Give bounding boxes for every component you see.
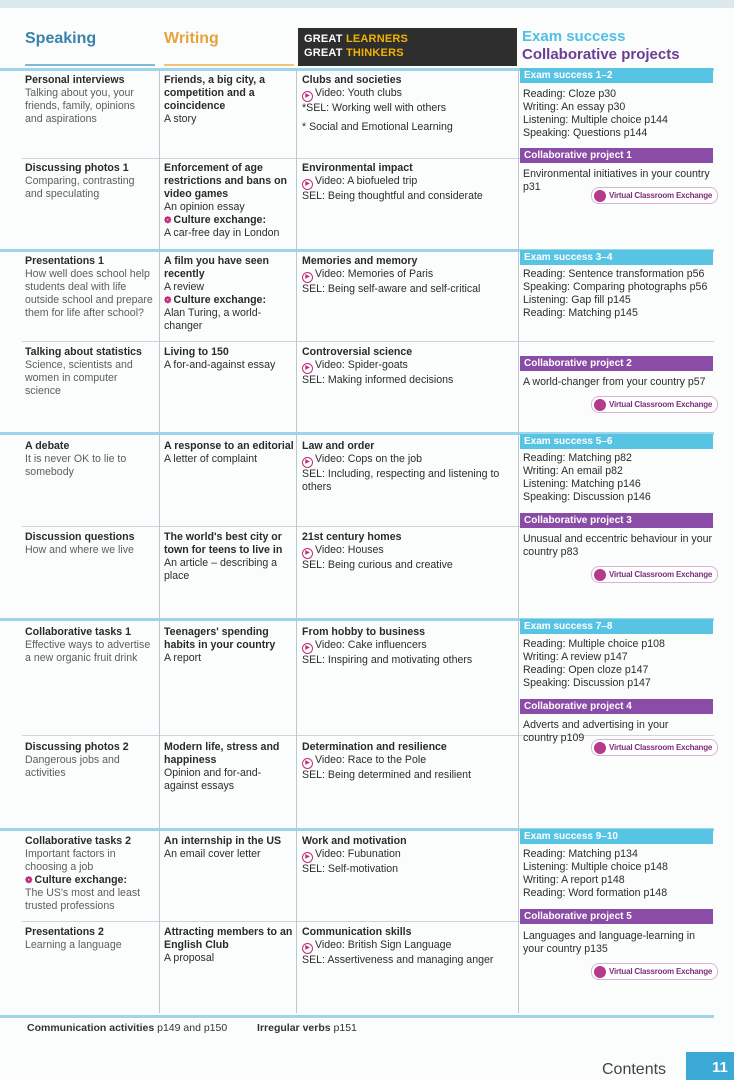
speaking-title: Discussing photos 1 bbox=[25, 162, 129, 174]
speaking-desc: Science, scientists and women in computer science bbox=[25, 359, 133, 397]
footer-links bbox=[27, 1022, 357, 1034]
speaking-title: Discussion questions bbox=[25, 531, 135, 543]
thinkers-cell bbox=[302, 531, 514, 572]
writing-cell bbox=[164, 626, 294, 665]
exam-line: Reading: Matching p145 bbox=[523, 307, 638, 319]
speaking-desc: Dangerous jobs and activities bbox=[25, 754, 120, 779]
virtual-classroom-exchange-button[interactable] bbox=[591, 739, 718, 756]
contents-label: Contents bbox=[602, 1061, 667, 1078]
collab-project-text: A world-changer from your country p57 bbox=[523, 376, 706, 388]
writing-cell bbox=[164, 440, 294, 466]
learners-word: LEARNERS bbox=[345, 33, 409, 45]
communication-activities-pages: p149 and p150 bbox=[154, 1022, 228, 1034]
speaking-title: Presentations 2 bbox=[25, 926, 104, 938]
speaking-cell bbox=[25, 926, 155, 952]
thinkers-cell bbox=[302, 926, 514, 967]
culture-exchange-label: Culture exchange: bbox=[173, 294, 266, 306]
writing-type: A for-and-against essay bbox=[164, 359, 276, 371]
writing-title: Friends, a big city, a competition and a coincidence bbox=[164, 74, 266, 112]
video-icon: ▶ bbox=[302, 91, 313, 102]
writing-cell bbox=[164, 346, 294, 372]
speaking-title: Presentations 1 bbox=[25, 255, 104, 267]
sel-label: SEL: Self-motivation bbox=[302, 863, 398, 875]
globe-icon bbox=[594, 742, 606, 754]
video-label: Video: Cake influencers bbox=[315, 639, 427, 651]
sel-label: SEL: Being curious and creative bbox=[302, 559, 453, 571]
thinkers-word: THINKERS bbox=[345, 47, 404, 59]
collab-project-text: Environmental initiatives in your country p31 bbox=[523, 168, 710, 193]
video-label: Video: Youth clubs bbox=[315, 87, 402, 99]
collab-projects-title: Collaborative projects bbox=[522, 46, 680, 63]
writing-title: Enforcement of age restrictions and bans on video games bbox=[164, 162, 288, 200]
video-icon: ▶ bbox=[302, 179, 313, 190]
writing-type: An email cover letter bbox=[164, 848, 261, 860]
culture-exchange-icon: ❁ bbox=[164, 215, 172, 225]
video-label: Video: Fubunation bbox=[315, 848, 401, 860]
exam-line: Reading: Multiple choice p108 bbox=[523, 638, 665, 650]
thinkers-title: From hobby to business bbox=[302, 626, 426, 638]
culture-exchange-icon: ❁ bbox=[25, 875, 33, 885]
vce-label: Virtual Classroom Exchange bbox=[609, 967, 713, 976]
culture-exchange-topic: The US's most and least trusted professions bbox=[25, 887, 141, 912]
exam-lines bbox=[523, 268, 713, 320]
sel-label: SEL: Assertiveness and managing anger bbox=[302, 954, 494, 966]
globe-icon bbox=[594, 190, 606, 202]
exam-header bbox=[522, 28, 714, 66]
writing-cell bbox=[164, 531, 294, 583]
virtual-classroom-exchange-button[interactable] bbox=[591, 963, 718, 980]
exam-success-band: Exam success 5–6 bbox=[520, 434, 713, 449]
speaking-cell bbox=[25, 346, 155, 398]
collab-project-band: Collaborative project 3 bbox=[520, 513, 713, 528]
thinkers-cell bbox=[302, 162, 514, 203]
speaking-title: Collaborative tasks 1 bbox=[25, 626, 131, 638]
speaking-desc: How and where we live bbox=[25, 544, 134, 556]
vce-label: Virtual Classroom Exchange bbox=[609, 191, 713, 200]
irregular-verbs-pages: p151 bbox=[330, 1022, 357, 1034]
video-icon: ▶ bbox=[302, 943, 313, 954]
exam-line: Reading: Sentence transformation p56 bbox=[523, 268, 705, 280]
culture-exchange-label: Culture exchange: bbox=[173, 214, 266, 226]
column-divider bbox=[296, 68, 297, 1013]
speaking-cell bbox=[25, 440, 155, 479]
exam-line: Reading: Word formation p148 bbox=[523, 887, 668, 899]
exam-line: Writing: An email p82 bbox=[523, 465, 623, 477]
writing-header: Writing bbox=[164, 28, 294, 66]
speaking-title: Collaborative tasks 2 bbox=[25, 835, 131, 847]
collab-project-band: Collaborative project 4 bbox=[520, 699, 713, 714]
writing-type: An article – describing a place bbox=[164, 557, 278, 582]
thinkers-cell bbox=[302, 835, 514, 876]
speaking-desc: Effective ways to advertise a new organic fruit drink bbox=[25, 639, 151, 664]
globe-icon bbox=[594, 399, 606, 411]
speaking-title: Discussing photos 2 bbox=[25, 741, 129, 753]
thinkers-title: Law and order bbox=[302, 440, 375, 452]
great-learners-header bbox=[298, 28, 517, 66]
exam-line: Writing: A report p148 bbox=[523, 874, 625, 886]
video-icon: ▶ bbox=[302, 457, 313, 468]
culture-exchange-icon: ❁ bbox=[164, 295, 172, 305]
exam-line: Speaking: Questions p144 bbox=[523, 127, 648, 139]
thinkers-cell bbox=[302, 741, 514, 782]
sel-label: *SEL: Working well with others bbox=[302, 102, 447, 114]
sel-label: SEL: Being determined and resilient bbox=[302, 769, 472, 781]
writing-title: An internship in the US bbox=[164, 835, 282, 847]
writing-cell bbox=[164, 741, 294, 793]
video-label: Video: A biofueled trip bbox=[315, 175, 418, 187]
collab-project-text: Adverts and advertising in your country p109 bbox=[523, 719, 669, 744]
thinkers-cell bbox=[302, 626, 514, 667]
writing-title: A film you have seen recently bbox=[164, 255, 269, 280]
writing-cell bbox=[164, 255, 294, 333]
exam-lines bbox=[523, 452, 713, 504]
video-icon: ▶ bbox=[302, 643, 313, 654]
speaking-cell bbox=[25, 162, 155, 201]
exam-lines bbox=[523, 638, 713, 690]
collab-project-text: Languages and language-learning in your country p135 bbox=[523, 930, 695, 955]
writing-type: An opinion essay bbox=[164, 201, 245, 213]
speaking-desc: Important factors in choosing a job bbox=[25, 848, 116, 873]
writing-cell bbox=[164, 926, 294, 965]
collab-project-text: Unusual and eccentric behaviour in your country p83 bbox=[523, 533, 713, 558]
thinkers-title: Clubs and societies bbox=[302, 74, 402, 86]
speaking-cell bbox=[25, 835, 155, 913]
thinkers-title: Work and motivation bbox=[302, 835, 407, 847]
writing-type: A review bbox=[164, 281, 205, 293]
writing-title: Teenagers' spending habits in your country bbox=[164, 626, 276, 651]
speaking-desc: It is never OK to lie to somebody bbox=[25, 453, 127, 478]
globe-icon bbox=[594, 569, 606, 581]
exam-line: Reading: Matching p134 bbox=[523, 848, 638, 860]
globe-icon bbox=[594, 966, 606, 978]
video-label: Video: Memories of Paris bbox=[315, 268, 434, 280]
thinkers-title: Environmental impact bbox=[302, 162, 413, 174]
thinkers-title: Determination and resilience bbox=[302, 741, 447, 753]
vce-label: Virtual Classroom Exchange bbox=[609, 743, 713, 752]
sel-label: SEL: Inspiring and motivating others bbox=[302, 654, 473, 666]
exam-line: Listening: Multiple choice p144 bbox=[523, 114, 668, 126]
collab-project-band: Collaborative project 5 bbox=[520, 909, 713, 924]
virtual-classroom-exchange-button[interactable] bbox=[591, 187, 718, 204]
thinkers-title: Memories and memory bbox=[302, 255, 418, 267]
video-icon: ▶ bbox=[302, 852, 313, 863]
vce-label: Virtual Classroom Exchange bbox=[609, 570, 713, 579]
sel-footnote: * Social and Emotional Learning bbox=[302, 121, 453, 133]
sel-label: SEL: Making informed decisions bbox=[302, 374, 454, 386]
sel-label: SEL: Being self-aware and self-critical bbox=[302, 283, 481, 295]
speaking-cell bbox=[25, 255, 159, 320]
video-icon: ▶ bbox=[302, 758, 313, 769]
video-label: Video: Spider-goats bbox=[315, 359, 408, 371]
speaking-cell bbox=[25, 531, 155, 557]
video-icon: ▶ bbox=[302, 548, 313, 559]
video-icon: ▶ bbox=[302, 272, 313, 283]
row-divider bbox=[22, 341, 714, 342]
speaking-header: Speaking bbox=[25, 28, 155, 66]
writing-type: Opinion and for-and-against essays bbox=[164, 767, 262, 792]
video-label: Video: Race to the Pole bbox=[315, 754, 427, 766]
page-number: 11 bbox=[686, 1052, 734, 1080]
writing-title: Attracting members to an English Club bbox=[164, 926, 293, 951]
writing-title: Modern life, stress and happiness bbox=[164, 741, 280, 766]
virtual-classroom-exchange-button[interactable] bbox=[591, 566, 718, 583]
sel-label: SEL: Being thoughtful and considerate bbox=[302, 190, 483, 202]
writing-title: Living to 150 bbox=[164, 346, 229, 358]
thinkers-title: Communication skills bbox=[302, 926, 412, 938]
exam-success-band: Exam success 3–4 bbox=[520, 250, 713, 265]
speaking-title: Talking about statistics bbox=[25, 346, 142, 358]
virtual-classroom-exchange-button[interactable] bbox=[591, 396, 718, 413]
writing-cell bbox=[164, 835, 294, 861]
writing-cell bbox=[164, 162, 296, 240]
culture-exchange-topic: A car-free day in London bbox=[164, 227, 280, 239]
writing-type: A report bbox=[164, 652, 202, 664]
speaking-cell bbox=[25, 74, 155, 126]
video-label: Video: British Sign Language bbox=[315, 939, 452, 951]
culture-exchange-label: Culture exchange: bbox=[34, 874, 127, 886]
speaking-cell bbox=[25, 741, 155, 780]
exam-lines bbox=[523, 848, 713, 900]
speaking-desc: Learning a language bbox=[25, 939, 122, 951]
exam-line: Listening: Multiple choice p148 bbox=[523, 861, 668, 873]
thinkers-title: 21st century homes bbox=[302, 531, 402, 543]
communication-activities-label: Communication activities bbox=[27, 1022, 155, 1034]
thinkers-cell bbox=[302, 74, 514, 134]
thinkers-cell bbox=[302, 440, 514, 494]
exam-line: Listening: Matching p146 bbox=[523, 478, 641, 490]
video-label: Video: Houses bbox=[315, 544, 384, 556]
speaking-desc: Comparing, contrasting and speculating bbox=[25, 175, 135, 200]
top-strip bbox=[0, 0, 734, 8]
thinkers-cell bbox=[302, 346, 514, 387]
great-word: GREAT bbox=[304, 33, 346, 45]
writing-type: A story bbox=[164, 113, 197, 125]
speaking-cell bbox=[25, 626, 157, 665]
column-divider bbox=[518, 68, 519, 1013]
exam-line: Reading: Matching p82 bbox=[523, 452, 632, 464]
exam-success-band: Exam success 1–2 bbox=[520, 68, 713, 83]
great-word: GREAT bbox=[304, 47, 346, 59]
thinkers-cell bbox=[302, 255, 514, 296]
irregular-verbs-label: Irregular verbs bbox=[257, 1022, 331, 1034]
exam-line: Reading: Cloze p30 bbox=[523, 88, 617, 100]
footer-divider bbox=[0, 1015, 714, 1018]
exam-line: Writing: An essay p30 bbox=[523, 101, 626, 113]
sel-label: SEL: Including, respecting and listening to others bbox=[302, 468, 500, 493]
exam-line: Reading: Open cloze p147 bbox=[523, 664, 649, 676]
exam-success-band: Exam success 9–10 bbox=[520, 829, 713, 844]
speaking-title: Personal interviews bbox=[25, 74, 125, 86]
writing-title: The world's best city or town for teens to live in bbox=[164, 531, 283, 556]
culture-exchange-topic: Alan Turing, a world-changer bbox=[164, 307, 262, 332]
vce-label: Virtual Classroom Exchange bbox=[609, 400, 713, 409]
writing-type: A letter of complaint bbox=[164, 453, 258, 465]
exam-success-title: Exam success bbox=[522, 28, 626, 45]
speaking-desc: How well does school help students deal with life outside school and prepare them for life after school? bbox=[25, 268, 153, 319]
speaking-desc: Talking about you, your friends, family, opinions and aspirations bbox=[25, 87, 135, 125]
thinkers-title: Controversial science bbox=[302, 346, 413, 358]
writing-type: A proposal bbox=[164, 952, 215, 964]
exam-line: Writing: A review p147 bbox=[523, 651, 628, 663]
video-label: Video: Cops on the job bbox=[315, 453, 422, 465]
exam-line: Speaking: Comparing photographs p56 bbox=[523, 281, 708, 293]
writing-title: A response to an editorial bbox=[164, 440, 294, 452]
exam-lines bbox=[523, 88, 713, 140]
collab-project-band: Collaborative project 2 bbox=[520, 356, 713, 371]
collab-project-band: Collaborative project 1 bbox=[520, 148, 713, 163]
exam-line: Speaking: Discussion p146 bbox=[523, 491, 651, 503]
exam-line: Speaking: Discussion p147 bbox=[523, 677, 651, 689]
column-divider bbox=[159, 68, 160, 1013]
video-icon: ▶ bbox=[302, 363, 313, 374]
writing-cell bbox=[164, 74, 294, 126]
speaking-title: A debate bbox=[25, 440, 70, 452]
exam-line: Listening: Gap fill p145 bbox=[523, 294, 631, 306]
exam-success-band: Exam success 7–8 bbox=[520, 619, 713, 634]
